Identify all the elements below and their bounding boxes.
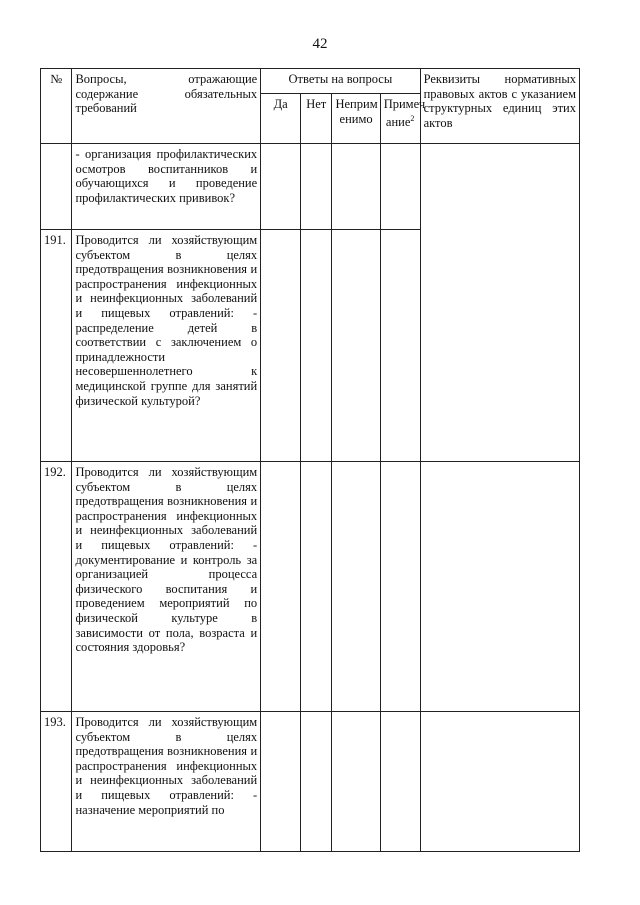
row-question: Проводится ли хозяйствующим субъектом в целях предотвращения возникновения и распространения инфекционных и неинфекционных заболеваний и пищевых отравлений: - распределение детей в соответствии с заключением о принадлежности несовершеннолетнего к медицинской группе для занятий физической культурой? xyxy=(72,230,261,462)
answer-note-cell[interactable] xyxy=(380,712,420,852)
answer-note-cell[interactable] xyxy=(380,462,420,712)
page-number: 42 xyxy=(312,36,328,52)
answer-yes-cell[interactable] xyxy=(261,144,301,230)
answer-no-cell[interactable] xyxy=(301,462,332,712)
row-num xyxy=(41,144,72,230)
answer-note-cell[interactable] xyxy=(380,230,420,462)
answer-not-applicable-cell[interactable] xyxy=(332,462,380,712)
answer-yes-cell[interactable] xyxy=(261,462,301,712)
header-num: № xyxy=(41,69,72,144)
row-num: 192. xyxy=(41,462,72,712)
requisites-cell xyxy=(420,144,579,462)
row-num: 191. xyxy=(41,230,72,462)
table-row xyxy=(41,144,580,230)
answer-not-applicable-cell[interactable] xyxy=(332,712,380,852)
row-num: 193. xyxy=(41,712,72,852)
answer-no-cell[interactable] xyxy=(301,230,332,462)
answer-yes-cell[interactable] xyxy=(261,712,301,852)
header-row xyxy=(41,69,580,94)
table-row xyxy=(41,712,580,852)
header-not-applicable: Неприм енимо xyxy=(332,94,380,144)
header-questions: Вопросы, отражающие содержание обязательных требований xyxy=(72,69,261,144)
requisites-cell xyxy=(420,712,579,852)
answer-no-cell[interactable] xyxy=(301,144,332,230)
answer-not-applicable-cell[interactable] xyxy=(332,230,380,462)
row-question: Проводится ли хозяйствующим субъектом в целях предотвращения возникновения и распространения инфекционных и неинфекционных заболеваний и пищевых отравлений: - документирование и контроль за организацией процесса физического воспитания и проведением мероприятий по физической культуре в зависимости от пола, возраста и состояния здоровья? xyxy=(72,462,261,712)
table-row xyxy=(41,462,580,712)
answer-no-cell[interactable] xyxy=(301,712,332,852)
requisites-cell xyxy=(420,462,579,712)
answer-not-applicable-cell[interactable] xyxy=(332,144,380,230)
row-question: - организация профилактических осмотров воспитанников и обучающихся и проведение профилактических прививок? xyxy=(72,144,261,230)
requirements-table xyxy=(40,68,580,852)
header-note-label: Примеч ание xyxy=(383,97,426,130)
header-requisites: Реквизиты нормативных правовых актов с указанием структурных единиц этих актов xyxy=(420,69,579,144)
header-answers: Ответы на вопросы xyxy=(261,69,420,94)
row-question: Проводится ли хозяйствующим субъектом в целях предотвращения возникновения и распространения инфекционных и неинфекционных заболеваний и пищевых отравлений: - назначение мероприятий по xyxy=(72,712,261,852)
header-no: Нет xyxy=(301,94,332,144)
header-note xyxy=(380,94,426,144)
header-note-footnote: 2 xyxy=(410,113,415,123)
answer-yes-cell[interactable] xyxy=(261,230,301,462)
answer-note-cell[interactable] xyxy=(380,144,420,230)
header-yes: Да xyxy=(261,94,301,144)
